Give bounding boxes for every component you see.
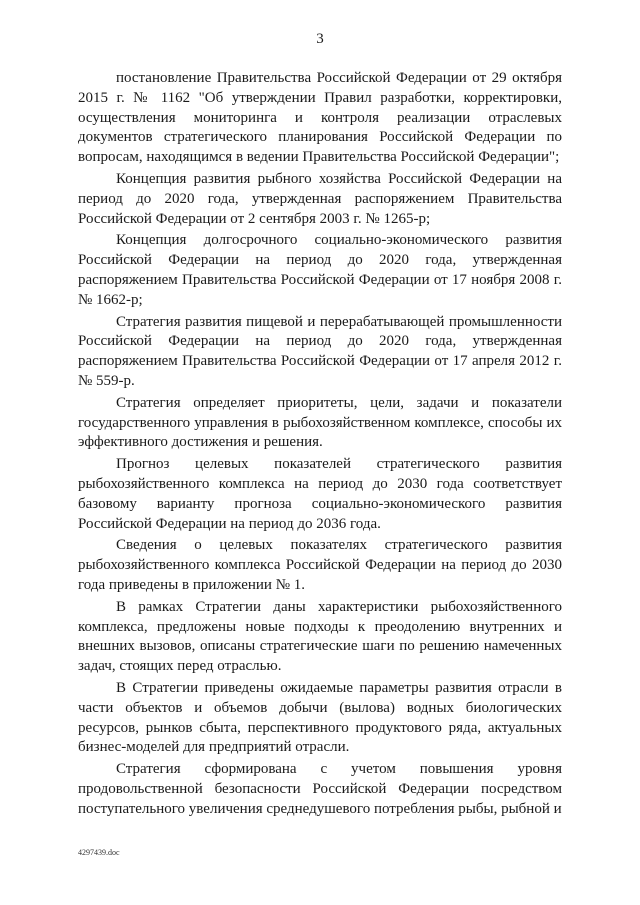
paragraph-target-indicators: Сведения о целевых показателях стратегического развития рыбохозяйственного комплекса Российской Федерации на период до 2030 года приведены в приложении № 1. — [78, 537, 562, 593]
paragraph-characteristics: В рамках Стратегии даны характеристики рыбохозяйственного комплекса, предложены новые подходы к преодолению внутренних и внешних вызовов, описаны стратегические шаги по решению намеченных задач, стоящих перед отраслью. — [78, 598, 562, 675]
paragraph-expected-parameters: В Стратегии приведены ожидаемые параметры развития отрасли в части объектов и объемов добычи (вылова) водных биологических ресурсов, рынков сбыта, перспективного продуктового ряда, актуальных бизнес-моделей для предприятий отрасли. — [78, 679, 562, 756]
file-name-footer: 4297439.doc — [78, 848, 120, 857]
paragraph-decree-2015: постановление Правительства Российской Федерации от 29 октября 2015 г. № 1162 "Об утверждении Правил разработки, корректировки, осуществления мониторинга и контроля реализации отраслевых документов стратегического планирования Российской Федерации по вопросам, находящимся в ведении Правительства Российской Федерации"; — [78, 70, 562, 166]
paragraph-long-term-concept: Концепция долгосрочного социально-экономического развития Российской Федерации на период до 2020 года, утвержденная распоряжением Правительства Российской Федерации от 17 ноября 2008 г. № 1662-р; — [78, 232, 562, 308]
paragraph-forecast: Прогноз целевых показателей стратегического развития рыбохозяйственного комплекса на период до 2030 года соответствует базовому варианту прогноза социально-экономического развития Российской Федерации на период до 2036 года. — [78, 456, 562, 532]
paragraph-fishery-concept: Концепция развития рыбного хозяйства Российской Федерации на период до 2020 года, утвержденная распоряжением Правительства Российской Федерации от 2 сентября 2003 г. № 1265-р; — [78, 170, 562, 227]
page-number: 3 — [316, 31, 324, 47]
paragraph-strategy-priorities: Стратегия определяет приоритеты, цели, задачи и показатели государственного управления в рыбохозяйственном комплексе, способы их эффективного достижения и решения. — [78, 394, 562, 451]
document-body — [78, 69, 562, 819]
paragraph-food-security: Стратегия сформирована с учетом повышения уровня продовольственной безопасности Российской Федерации посредством поступательного увеличения среднедушевого потребления рыбы, рыбной и — [78, 761, 562, 817]
paragraph-food-industry-strategy: Стратегия развития пищевой и перерабатывающей промышленности Российской Федерации на период до 2020 года, утвержденная распоряжением Правительства Российской Федерации от 17 апреля 2012 г. № 559-р. — [78, 313, 562, 389]
